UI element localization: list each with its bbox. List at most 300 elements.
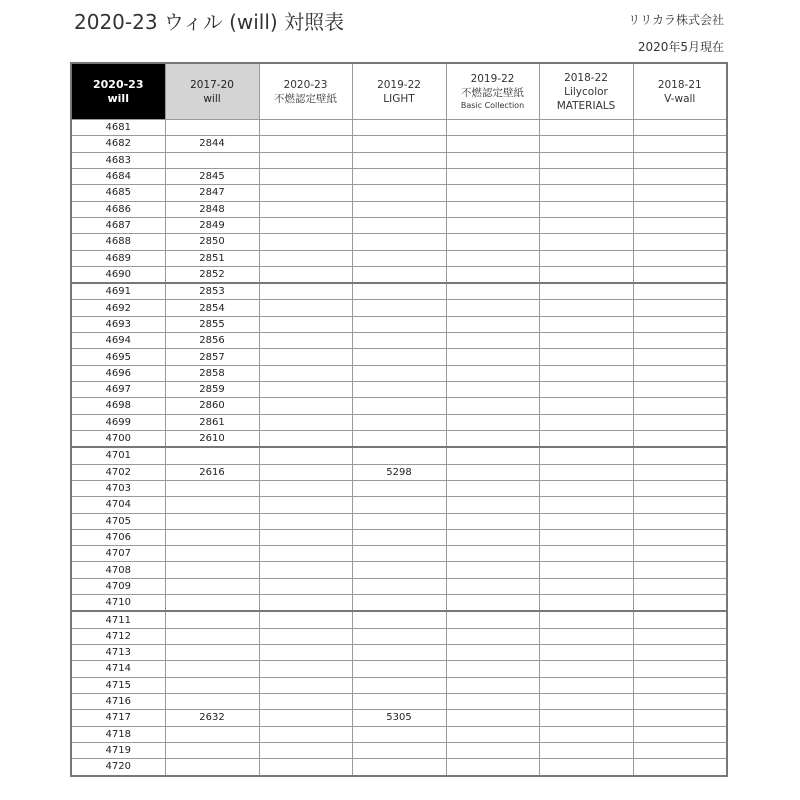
mapped-code-cell: [539, 661, 633, 677]
mapped-code-cell: [633, 529, 727, 545]
table-row: [71, 677, 727, 693]
mapped-code-cell: [446, 759, 539, 776]
mapped-code-cell: [633, 726, 727, 742]
mapped-code-cell: [633, 234, 727, 250]
comparison-table: [70, 62, 728, 777]
mapped-code-cell: [633, 120, 727, 136]
mapped-code-cell: [539, 546, 633, 562]
mapped-code-cell: [352, 480, 446, 496]
mapped-code-cell: 2854: [165, 300, 259, 316]
product-code-cell: 4709: [71, 578, 165, 594]
table-row: [71, 513, 727, 529]
mapped-code-cell: [446, 185, 539, 201]
product-code-cell: 4711: [71, 611, 165, 628]
mapped-code-cell: [539, 628, 633, 644]
column-header-name: will: [203, 92, 221, 105]
column-header-name: will: [107, 91, 129, 105]
product-code-cell: 4699: [71, 414, 165, 430]
mapped-code-cell: [352, 333, 446, 349]
mapped-code-cell: [633, 693, 727, 709]
mapped-code-cell: [446, 365, 539, 381]
mapped-code-cell: [259, 365, 352, 381]
mapped-code-cell: [352, 398, 446, 414]
mapped-code-cell: [539, 185, 633, 201]
product-code-cell: 4720: [71, 759, 165, 776]
mapped-code-cell: [259, 562, 352, 578]
mapped-code-cell: [446, 152, 539, 168]
mapped-code-cell: [259, 185, 352, 201]
table-row: [71, 316, 727, 332]
mapped-code-cell: [352, 430, 446, 447]
table-row: [71, 546, 727, 562]
product-code-cell: 4718: [71, 726, 165, 742]
table-row: [71, 661, 727, 677]
mapped-code-cell: [259, 447, 352, 464]
table-row: [71, 398, 727, 414]
mapped-code-cell: 2610: [165, 430, 259, 447]
mapped-code-cell: [633, 283, 727, 300]
mapped-code-cell: [259, 382, 352, 398]
mapped-code-cell: [446, 333, 539, 349]
mapped-code-cell: [633, 382, 727, 398]
product-code-cell: 4706: [71, 529, 165, 545]
mapped-code-cell: [539, 414, 633, 430]
mapped-code-cell: [446, 201, 539, 217]
mapped-code-cell: [352, 742, 446, 758]
table-row: [71, 250, 727, 266]
mapped-code-cell: [259, 595, 352, 612]
column-header-2017-20-will: [165, 63, 259, 120]
mapped-code-cell: [165, 645, 259, 661]
product-code-cell: 4687: [71, 217, 165, 233]
product-code-cell: 4695: [71, 349, 165, 365]
mapped-code-cell: [352, 185, 446, 201]
mapped-code-cell: [539, 250, 633, 266]
table-row: [71, 529, 727, 545]
table-row: [71, 480, 727, 496]
mapped-code-cell: [633, 414, 727, 430]
mapped-code-cell: [165, 497, 259, 513]
mapped-code-cell: [352, 120, 446, 136]
mapped-code-cell: [259, 333, 352, 349]
product-code-cell: 4712: [71, 628, 165, 644]
mapped-code-cell: [539, 398, 633, 414]
table-row: [71, 464, 727, 480]
mapped-code-cell: [446, 266, 539, 283]
mapped-code-cell: [633, 430, 727, 447]
product-code-cell: 4694: [71, 333, 165, 349]
mapped-code-cell: 2851: [165, 250, 259, 266]
mapped-code-cell: [352, 645, 446, 661]
mapped-code-cell: [633, 562, 727, 578]
mapped-code-cell: [633, 546, 727, 562]
mapped-code-cell: 2847: [165, 185, 259, 201]
mapped-code-cell: [352, 300, 446, 316]
mapped-code-cell: [539, 529, 633, 545]
mapped-code-cell: [446, 447, 539, 464]
mapped-code-cell: 2855: [165, 316, 259, 332]
column-header-name: Lilycolor: [564, 85, 608, 98]
mapped-code-cell: [633, 398, 727, 414]
mapped-code-cell: [633, 464, 727, 480]
table-row: [71, 266, 727, 283]
mapped-code-cell: [165, 529, 259, 545]
mapped-code-cell: [259, 742, 352, 758]
mapped-code-cell: [539, 726, 633, 742]
mapped-code-cell: [352, 266, 446, 283]
mapped-code-cell: [259, 300, 352, 316]
table-row: [71, 726, 727, 742]
mapped-code-cell: [446, 611, 539, 628]
mapped-code-cell: [352, 546, 446, 562]
mapped-code-cell: [446, 120, 539, 136]
mapped-code-cell: [259, 529, 352, 545]
mapped-code-cell: 2845: [165, 168, 259, 184]
mapped-code-cell: [165, 628, 259, 644]
mapped-code-cell: [539, 464, 633, 480]
product-code-cell: 4688: [71, 234, 165, 250]
mapped-code-cell: [539, 120, 633, 136]
mapped-code-cell: [259, 578, 352, 594]
mapped-code-cell: [165, 480, 259, 496]
mapped-code-cell: [446, 677, 539, 693]
mapped-code-cell: [259, 201, 352, 217]
mapped-code-cell: [446, 300, 539, 316]
product-code-cell: 4693: [71, 316, 165, 332]
table-row: [71, 742, 727, 758]
mapped-code-cell: [352, 529, 446, 545]
mapped-code-cell: [539, 693, 633, 709]
mapped-code-cell: [259, 266, 352, 283]
mapped-code-cell: [446, 628, 539, 644]
product-code-cell: 4691: [71, 283, 165, 300]
product-code-cell: 4708: [71, 562, 165, 578]
mapped-code-cell: [259, 168, 352, 184]
mapped-code-cell: 2844: [165, 136, 259, 152]
mapped-code-cell: [259, 152, 352, 168]
mapped-code-cell: [539, 316, 633, 332]
table-row: [71, 710, 727, 726]
mapped-code-cell: [259, 546, 352, 562]
table-row: [71, 300, 727, 316]
table-row: [71, 136, 727, 152]
mapped-code-cell: [446, 464, 539, 480]
mapped-code-cell: [539, 152, 633, 168]
mapped-code-cell: 2857: [165, 349, 259, 365]
mapped-code-cell: [633, 333, 727, 349]
mapped-code-cell: [539, 578, 633, 594]
mapped-code-cell: [633, 217, 727, 233]
product-code-cell: 4690: [71, 266, 165, 283]
mapped-code-cell: [633, 513, 727, 529]
mapped-code-cell: 2853: [165, 283, 259, 300]
mapped-code-cell: [446, 349, 539, 365]
mapped-code-cell: [539, 562, 633, 578]
product-code-cell: 4705: [71, 513, 165, 529]
table-row: [71, 120, 727, 136]
mapped-code-cell: [633, 136, 727, 152]
product-code-cell: 4713: [71, 645, 165, 661]
mapped-code-cell: [352, 661, 446, 677]
page-title: 2020-23 ウィル (will) 対照表: [74, 10, 345, 34]
product-code-cell: 4683: [71, 152, 165, 168]
mapped-code-cell: [446, 710, 539, 726]
header-row: [71, 63, 727, 120]
mapped-code-cell: [165, 742, 259, 758]
mapped-code-cell: [352, 217, 446, 233]
product-code-cell: 4696: [71, 365, 165, 381]
product-code-cell: 4698: [71, 398, 165, 414]
mapped-code-cell: [446, 414, 539, 430]
mapped-code-cell: [446, 382, 539, 398]
column-header-period: 2020-23: [283, 78, 328, 91]
mapped-code-cell: [165, 578, 259, 594]
mapped-code-cell: [633, 349, 727, 365]
mapped-code-cell: [633, 645, 727, 661]
mapped-code-cell: [633, 759, 727, 776]
mapped-code-cell: [259, 497, 352, 513]
mapped-code-cell: [539, 382, 633, 398]
table-row: [71, 414, 727, 430]
mapped-code-cell: [633, 447, 727, 464]
column-header-period: 2018-21: [657, 78, 702, 91]
mapped-code-cell: [633, 168, 727, 184]
column-header-name: V-wall: [664, 92, 696, 105]
column-header-2018-21-v-wall: [633, 63, 727, 120]
product-code-cell: 4704: [71, 497, 165, 513]
mapped-code-cell: [446, 217, 539, 233]
mapped-code-cell: [633, 742, 727, 758]
mapped-code-cell: [446, 661, 539, 677]
product-code-cell: 4707: [71, 546, 165, 562]
mapped-code-cell: 2616: [165, 464, 259, 480]
mapped-code-cell: [165, 447, 259, 464]
mapped-code-cell: [165, 661, 259, 677]
product-code-cell: 4681: [71, 120, 165, 136]
mapped-code-cell: [539, 480, 633, 496]
mapped-code-cell: [539, 645, 633, 661]
mapped-code-cell: [446, 562, 539, 578]
mapped-code-cell: [352, 759, 446, 776]
mapped-code-cell: [539, 333, 633, 349]
table-row: [71, 152, 727, 168]
mapped-code-cell: [165, 677, 259, 693]
table-row: [71, 234, 727, 250]
mapped-code-cell: [539, 595, 633, 612]
mapped-code-cell: [352, 513, 446, 529]
mapped-code-cell: [633, 661, 727, 677]
mapped-code-cell: [539, 168, 633, 184]
product-code-cell: 4689: [71, 250, 165, 266]
mapped-code-cell: [352, 562, 446, 578]
mapped-code-cell: [539, 283, 633, 300]
mapped-code-cell: [259, 414, 352, 430]
table-row: [71, 168, 727, 184]
product-code-cell: 4686: [71, 201, 165, 217]
mapped-code-cell: [352, 595, 446, 612]
table-row: [71, 447, 727, 464]
mapped-code-cell: [539, 234, 633, 250]
mapped-code-cell: [446, 283, 539, 300]
column-header-period: 2019-22: [377, 78, 421, 91]
mapped-code-cell: [446, 513, 539, 529]
mapped-code-cell: [259, 661, 352, 677]
mapped-code-cell: [165, 759, 259, 776]
mapped-code-cell: [352, 628, 446, 644]
mapped-code-cell: [539, 365, 633, 381]
mapped-code-cell: [633, 677, 727, 693]
mapped-code-cell: [259, 234, 352, 250]
mapped-code-cell: [539, 349, 633, 365]
mapped-code-cell: 2632: [165, 710, 259, 726]
mapped-code-cell: [446, 398, 539, 414]
column-header-name: 不燃認定壁紙: [461, 87, 524, 99]
column-header-2018-22-lilycolor-materials: [539, 63, 633, 120]
mapped-code-cell: [165, 726, 259, 742]
mapped-code-cell: [539, 136, 633, 152]
mapped-code-cell: [352, 497, 446, 513]
mapped-code-cell: [352, 201, 446, 217]
table-body: [71, 120, 727, 776]
mapped-code-cell: [633, 300, 727, 316]
column-header-period: 2020-23: [93, 77, 144, 91]
mapped-code-cell: [446, 693, 539, 709]
mapped-code-cell: [259, 316, 352, 332]
mapped-code-cell: [539, 611, 633, 628]
mapped-code-cell: [259, 120, 352, 136]
mapped-code-cell: 2858: [165, 365, 259, 381]
column-header-name: LIGHT: [383, 92, 415, 105]
table-row: [71, 217, 727, 233]
mapped-code-cell: [446, 726, 539, 742]
table-row: [71, 693, 727, 709]
table-row: [71, 185, 727, 201]
mapped-code-cell: [165, 546, 259, 562]
mapped-code-cell: [633, 710, 727, 726]
mapped-code-cell: 5298: [352, 464, 446, 480]
table-row: [71, 333, 727, 349]
mapped-code-cell: [259, 349, 352, 365]
company-name: リリカラ株式会社: [628, 13, 724, 27]
mapped-code-cell: [539, 266, 633, 283]
as-of-date: 2020年5月現在: [637, 40, 724, 54]
mapped-code-cell: [539, 201, 633, 217]
mapped-code-cell: [352, 152, 446, 168]
mapped-code-cell: [352, 316, 446, 332]
mapped-code-cell: [259, 430, 352, 447]
mapped-code-cell: [633, 250, 727, 266]
mapped-code-cell: [352, 447, 446, 464]
mapped-code-cell: [259, 217, 352, 233]
mapped-code-cell: [539, 300, 633, 316]
mapped-code-cell: [633, 497, 727, 513]
table-row: [71, 562, 727, 578]
mapped-code-cell: [352, 349, 446, 365]
mapped-code-cell: [633, 480, 727, 496]
mapped-code-cell: [446, 136, 539, 152]
mapped-code-cell: [352, 578, 446, 594]
mapped-code-cell: [446, 595, 539, 612]
product-code-cell: 4702: [71, 464, 165, 480]
mapped-code-cell: [633, 152, 727, 168]
product-code-cell: 4682: [71, 136, 165, 152]
mapped-code-cell: [446, 742, 539, 758]
mapped-code-cell: [539, 677, 633, 693]
table-row: [71, 578, 727, 594]
mapped-code-cell: [446, 430, 539, 447]
table-row: [71, 430, 727, 447]
table-row: [71, 497, 727, 513]
mapped-code-cell: [259, 759, 352, 776]
mapped-code-cell: [633, 628, 727, 644]
mapped-code-cell: [352, 726, 446, 742]
column-header-subtitle: MATERIALS: [556, 99, 616, 112]
mapped-code-cell: [446, 480, 539, 496]
mapped-code-cell: [352, 693, 446, 709]
mapped-code-cell: [259, 611, 352, 628]
mapped-code-cell: [633, 201, 727, 217]
mapped-code-cell: [165, 152, 259, 168]
table-row: [71, 611, 727, 628]
mapped-code-cell: 2849: [165, 217, 259, 233]
mapped-code-cell: [165, 513, 259, 529]
column-header-period: 2019-22: [470, 73, 515, 85]
mapped-code-cell: [539, 710, 633, 726]
product-code-cell: 4717: [71, 710, 165, 726]
column-header-subtitle: Basic Collection: [460, 101, 525, 110]
mapped-code-cell: [633, 611, 727, 628]
product-code-cell: 4716: [71, 693, 165, 709]
product-code-cell: 4719: [71, 742, 165, 758]
mapped-code-cell: [633, 365, 727, 381]
mapped-code-cell: [633, 185, 727, 201]
product-code-cell: 4710: [71, 595, 165, 612]
mapped-code-cell: [446, 250, 539, 266]
mapped-code-cell: 2860: [165, 398, 259, 414]
mapped-code-cell: 5305: [352, 710, 446, 726]
mapped-code-cell: [352, 234, 446, 250]
mapped-code-cell: [539, 447, 633, 464]
mapped-code-cell: [352, 250, 446, 266]
mapped-code-cell: [539, 513, 633, 529]
mapped-code-cell: [539, 217, 633, 233]
table-row: [71, 759, 727, 776]
mapped-code-cell: 2848: [165, 201, 259, 217]
column-header-2020-23-fire-retardant: [259, 63, 352, 120]
mapped-code-cell: [259, 464, 352, 480]
mapped-code-cell: [259, 677, 352, 693]
mapped-code-cell: [352, 677, 446, 693]
mapped-code-cell: [633, 316, 727, 332]
mapped-code-cell: [352, 365, 446, 381]
mapped-code-cell: [446, 316, 539, 332]
mapped-code-cell: [539, 759, 633, 776]
mapped-code-cell: [352, 168, 446, 184]
column-header-2019-22-light: [352, 63, 446, 120]
product-code-cell: 4703: [71, 480, 165, 496]
table-row: [71, 201, 727, 217]
mapped-code-cell: [259, 693, 352, 709]
table-row: [71, 382, 727, 398]
table-row: [71, 645, 727, 661]
table-row: [71, 349, 727, 365]
mapped-code-cell: [633, 595, 727, 612]
mapped-code-cell: [165, 611, 259, 628]
mapped-code-cell: [259, 726, 352, 742]
mapped-code-cell: [539, 497, 633, 513]
mapped-code-cell: [259, 480, 352, 496]
mapped-code-cell: [446, 546, 539, 562]
